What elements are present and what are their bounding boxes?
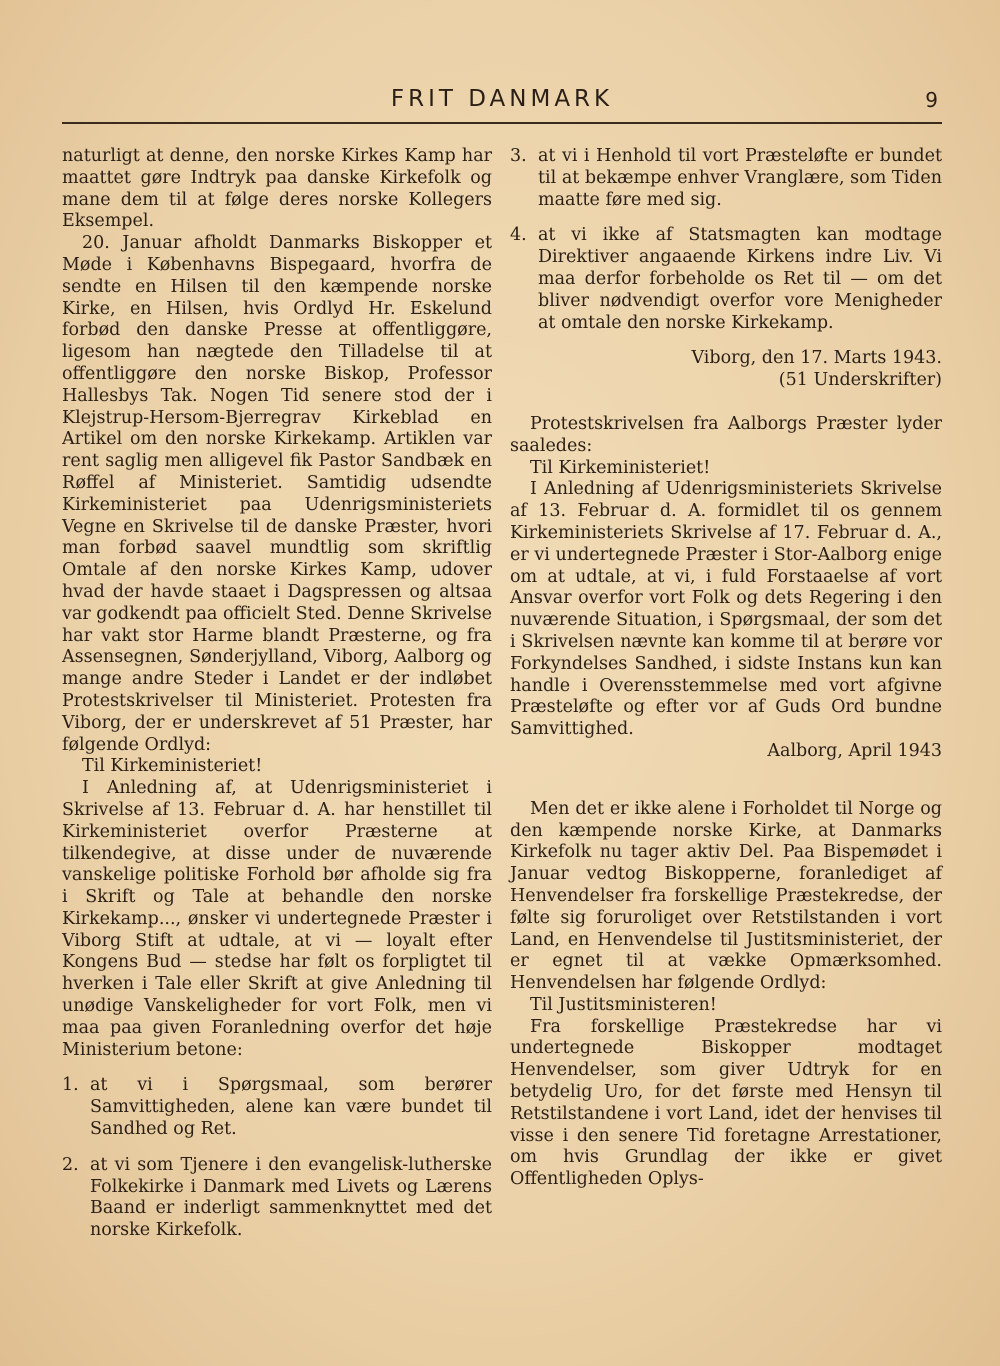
item-text: at vi i Spørgsmaal, som berører Samvittigheden, alene kan være bundet til Sandhed og Ret.	[90, 1075, 492, 1140]
spacer	[510, 392, 942, 414]
spacer	[510, 763, 942, 799]
signature-place-date: Aalborg, April 1943	[767, 740, 942, 761]
paragraph: Fra forskellige Præstekredse har vi undertegnede Biskopper modtaget Henvendelser, som giver Udtryk for en betydelig Uro, for det første med Hensyn til Retstilstandene i vort Land, idet der henvises til visse i den senere Tid foretagne Arrestationer, om hvis Grundlag der ikke er givet Offentligheden Oplys-	[510, 1016, 942, 1190]
paragraph: Men det er ikke alene i Forholdet til Norge og den kæmpende norske Kirke, at Danmarks Kirkefolk nu tager aktiv Del. Paa Bispemødet i Januar vedtog Biskopperne, foranlediget af Henvendelser fra forskellige Præstekredse, der følte sig foruroliget over Retstilstanden i vort Land, en Henvendelse til Justitsministeriet, der er egnet til at vække Opmærksomhed. Henvendelsen har følgende Ordlyd:	[510, 798, 942, 994]
salutation: Til Kirkeministeriet!	[82, 756, 263, 777]
item-number: 3.	[510, 146, 527, 166]
list-item	[510, 146, 942, 211]
salutation: Til Justitsministeren!	[530, 994, 717, 1015]
signature-count: (51 Underskrifter)	[778, 370, 942, 391]
item-number: 4.	[510, 225, 527, 246]
paragraph: naturligt at denne, den norske Kirkes Kamp har maattet gøre Indtryk paa danske Kirkefolk og mane dem til at følge deres norske Kollegers Eksempel.	[62, 146, 492, 232]
item-text: at vi som Tjenere i den evangelisk-lutherske Folkekirke i Danmark med Livets og Lærens Baand er inderligt sammenknyttet med det norske Kirkefolk.	[90, 1154, 492, 1241]
list-item	[62, 1155, 492, 1242]
paragraph: I Anledning af, at Udenrigsministeriet i Skrivelse af 13. Februar d. A. har henstillet til Kirkeministeriet overfor Præsterne at tilkendegive, at disse under de nuværende vanskelige politiske Forhold bør afholde sig fra i Skrift og Tale at behandle den norske Kirkekamp..., ønsker vi undertegnede Præster i Viborg Stift at udtale, at vi — loyalt efter Kongens Bud — stedse har følt os forpligtet til hverken i Tale eller Skrift at give Anledning til unødige Vanskeligheder for vort Folk, men vi maa paa given Foranledning overfor det høje Ministerium betone:	[62, 778, 492, 1060]
salutation: Til Kirkeministeriet!	[530, 457, 711, 478]
page-number: 9	[925, 88, 938, 112]
page-header	[62, 84, 942, 124]
item-text: at vi ikke af Statsmagten kan modtage Direktiver angaaende Kirkens indre Liv. Vi maa derfor forbeholde os Ret til — om det bliver nødvendigt overfor vore Menigheder at omtale den norske Kirkekamp.	[538, 225, 942, 333]
journal-title: FRIT DANMARK	[390, 86, 614, 112]
list-item	[62, 1075, 492, 1140]
item-number: 2.	[62, 1154, 79, 1175]
signature-place-date: Viborg, den 17. Marts 1943.	[691, 348, 942, 369]
left-column	[62, 146, 492, 1256]
paragraph: Protestskrivelsen fra Aalborgs Præster lyder saaledes:	[510, 413, 942, 456]
item-text: at vi i Henhold til vort Præsteløfte er bundet til at bekæmpe enhver Vranglære, som Tiden maatte føre med sig.	[538, 146, 942, 210]
right-column	[510, 146, 942, 1191]
paragraph: I Anledning af Udenrigsministeriets Skrivelse af 13. Februar d. A. formidlet til os gennem Kirkeministeriets Skrivelse af 17. Februar d. A., er vi undertegnede Præster i Stor-Aalborg enige om at udtale, at vi, i fuld Forstaaelse af vort Ansvar overfor vort Folk og dets Regering i den nuværende Situation, i Spørgsmaal, der som det i Skrivelsen nævnte kan komme til at berøre vor Forkyndelses Sandhed, i sidste Instans kun kan handle i Overensstemmelse med vort afgivne Præsteløfte og efter vor af Guds Ord bundne Samvittighed.	[510, 479, 942, 740]
item-number: 1.	[62, 1075, 79, 1096]
list-item	[510, 225, 942, 334]
paragraph: 20. Januar afholdt Danmarks Biskopper et Møde i Københavns Bispegaard, hvorfra de sendte en Hilsen til den kæmpende norske Kirke, en Hilsen, hvis Ordlyd Hr. Eskelund forbød den danske Presse at offentliggøre, ligesom han nægtede den Tilladelse til at offentliggøre den norske Biskop, Professor Hallesbys Tak. Nogen Tid senere stod der i Klejstrup-Hersom-Bjerregrav Kirkeblad en Artikel om den norske Kirkekamp. Artiklen var rent saglig men alligevel fik Pastor Sandbæk en Røffel af Ministeriet. Samtidig udsendte Kirkeministeriet paa Udenrigsministeriets Vegne en Skrivelse til de danske Præster, hvori man forbød saavel mundtlig som skriftlig Omtale af den norske Kirkes Kamp, udover hvad der havde staaet i Dagspressen og altsaa var godkendt paa officielt Sted. Denne Skrivelse har vakt stor Harme blandt Præsterne, og fra Assensegnen, Sønderjylland, Viborg, Aalborg og mange andre Steder i Landet er der indløbet Protestskrivelser til Ministeriet. Protesten fra Viborg, der er underskrevet af 51 Præster, har følgende Ordlyd:	[62, 233, 492, 755]
